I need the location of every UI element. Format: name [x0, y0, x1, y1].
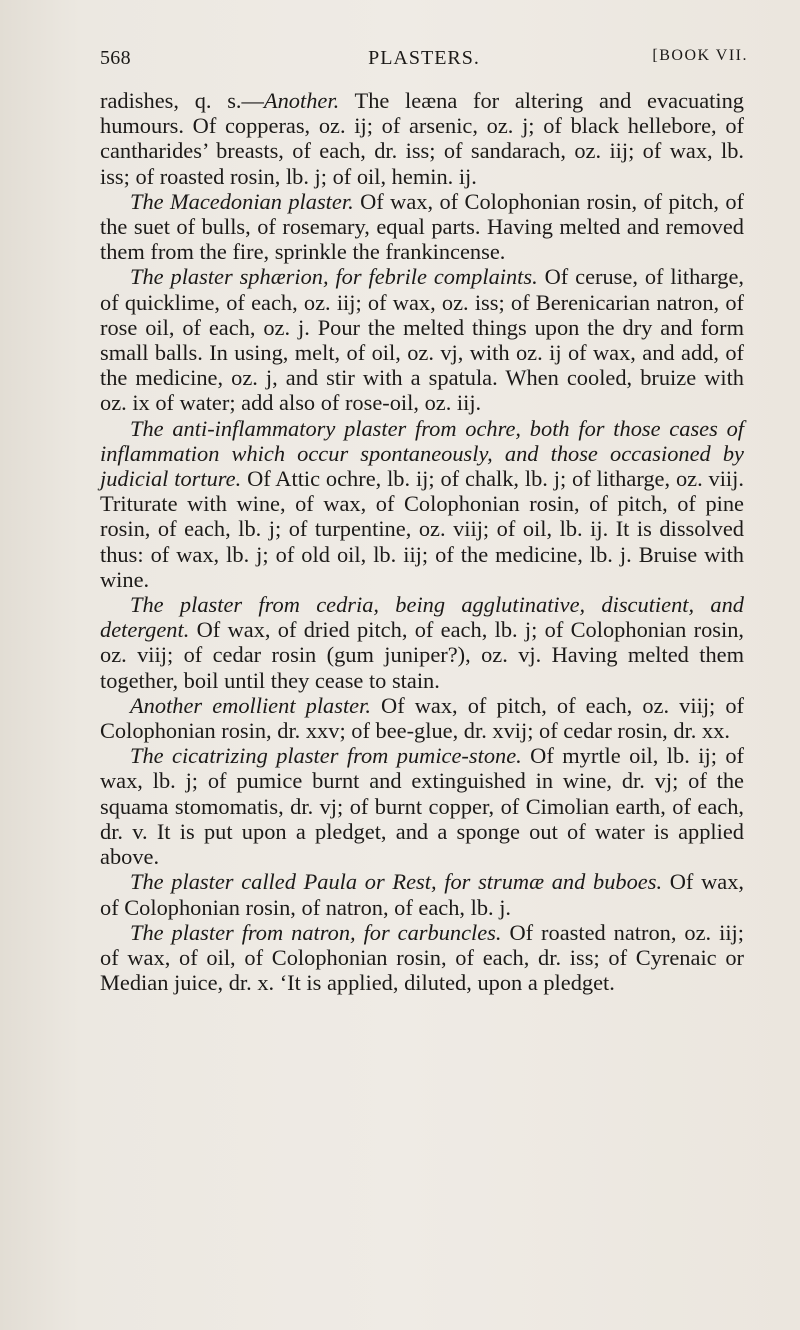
- paragraph-text: Of wax, of Colophonian rosin, of pitch, of the suet of bulls, of rosemary, equal parts. Having melted and removed them from the fire, sprinkle the frankincense.: [100, 188, 744, 265]
- book-reference: [BOOK VII.: [652, 47, 748, 64]
- paragraph-title: The anti-inflammatory plaster from ochre, both for those cases of inflammation which occur spontaneously, and those occasioned by judicial torture.: [100, 415, 744, 492]
- paragraph-plaster-from-cedria: [100, 592, 744, 693]
- paragraph-cicatrizing-plaster: [100, 743, 744, 869]
- paragraph-title: The plaster called Paula or Rest, for strumæ and buboes.: [130, 869, 663, 895]
- paragraph-text: Of ceruse, of litharge, of quicklime, of each, oz. iij; of wax, oz. iss; of Berenicarian natron, of rose oil, of each, oz. j. Pour the melted things upon the dry and form small balls. In using, melt, of oil, oz. vj, with oz. ij of wax, and add, of the medicine, oz. j, and stir with a spatula. When cooled, bruize with oz. ix of water; add also of rose-oil, oz. iij.: [100, 264, 744, 416]
- paragraph-natron-plaster: [100, 920, 744, 996]
- paragraph-title: The plaster sphærion, for febrile complaints.: [130, 264, 538, 290]
- paragraph-title: The plaster from cedria, being agglutinative, discutient, and detergent.: [100, 592, 744, 643]
- paragraph-text: Of wax, of pitch, of each, oz. viij; of Colophonian rosin, dr. xxv; of bee-glue, dr. xvij; of cedar rosin, dr. xx.: [100, 692, 744, 744]
- paragraph-text: Of myrtle oil, lb. ij; of wax, lb. j; of pumice burnt and extinguished in wine, dr. vj; of the squama stomomatis, dr. vj; of burnt copper, of Cimolian earth, of each, dr. v. It is put upon a pledget, and a sponge out of water is applied above.: [100, 743, 744, 870]
- paragraph-text: Of wax, of dried pitch, of each, lb. j; of Colophonian rosin, oz. viij; of cedar rosin (gum juniper?), oz. vj. Having melted them together, boil until they cease to stain.: [100, 617, 744, 693]
- running-title: PLASTERS.: [368, 47, 480, 69]
- paragraph-text: radishes, q. s.—: [100, 88, 264, 113]
- paragraph-title: The Macedonian plaster.: [130, 188, 354, 214]
- paragraph-paula-plaster: [100, 869, 744, 919]
- paragraph-text: Of wax, of Colophonian rosin, of natron, of each, lb. j.: [100, 869, 744, 920]
- paragraph-emollient-plaster: [100, 693, 744, 743]
- paragraph-title: Another.: [263, 88, 340, 113]
- paragraph-plaster-sphaerion: [100, 264, 744, 415]
- paragraph-title: The plaster from natron, for carbuncles.: [130, 919, 502, 945]
- paragraph-continuation: [100, 88, 744, 189]
- paragraph-text: The leæna for altering and evacuating humours. Of copperas, oz. ij; of arsenic, oz. j; of black hellebore, of cantharides’ breasts, of each, dr. iss; of sandarach, oz. iij; of wax, lb. iss; of roasted rosin, lb. j; of oil, hemin. ij.: [100, 88, 744, 189]
- paragraph-text: Of roasted natron, oz. iij; of wax, of oil, of Colophonian rosin, of each, dr. iss; of Cyrenaic or Median juice, dr. x. ‘It is applied, diluted, upon a pledget.: [100, 919, 744, 996]
- paragraph-title: Another emollient plaster.: [130, 692, 371, 718]
- running-head: [100, 47, 748, 73]
- paragraph-anti-inflammatory-plaster: [100, 416, 744, 592]
- page-number: 568: [100, 47, 131, 69]
- paragraph-macedonian-plaster: [100, 189, 744, 265]
- paragraph-text: Of Attic ochre, lb. ij; of chalk, lb. j; of litharge, oz. viij. Triturate with wine, of wax, of Colophonian rosin, of pitch, of pine rosin, of each, lb. j; of turpentine, oz. viij; of oil, lb. ij. It is dissolved thus: of wax, lb. j; of old oil, lb. iij; of the medicine, lb. j. Bruise with wine.: [100, 466, 744, 592]
- paragraph-title: The cicatrizing plaster from pumice-stone.: [130, 743, 522, 769]
- text-body: [100, 88, 744, 995]
